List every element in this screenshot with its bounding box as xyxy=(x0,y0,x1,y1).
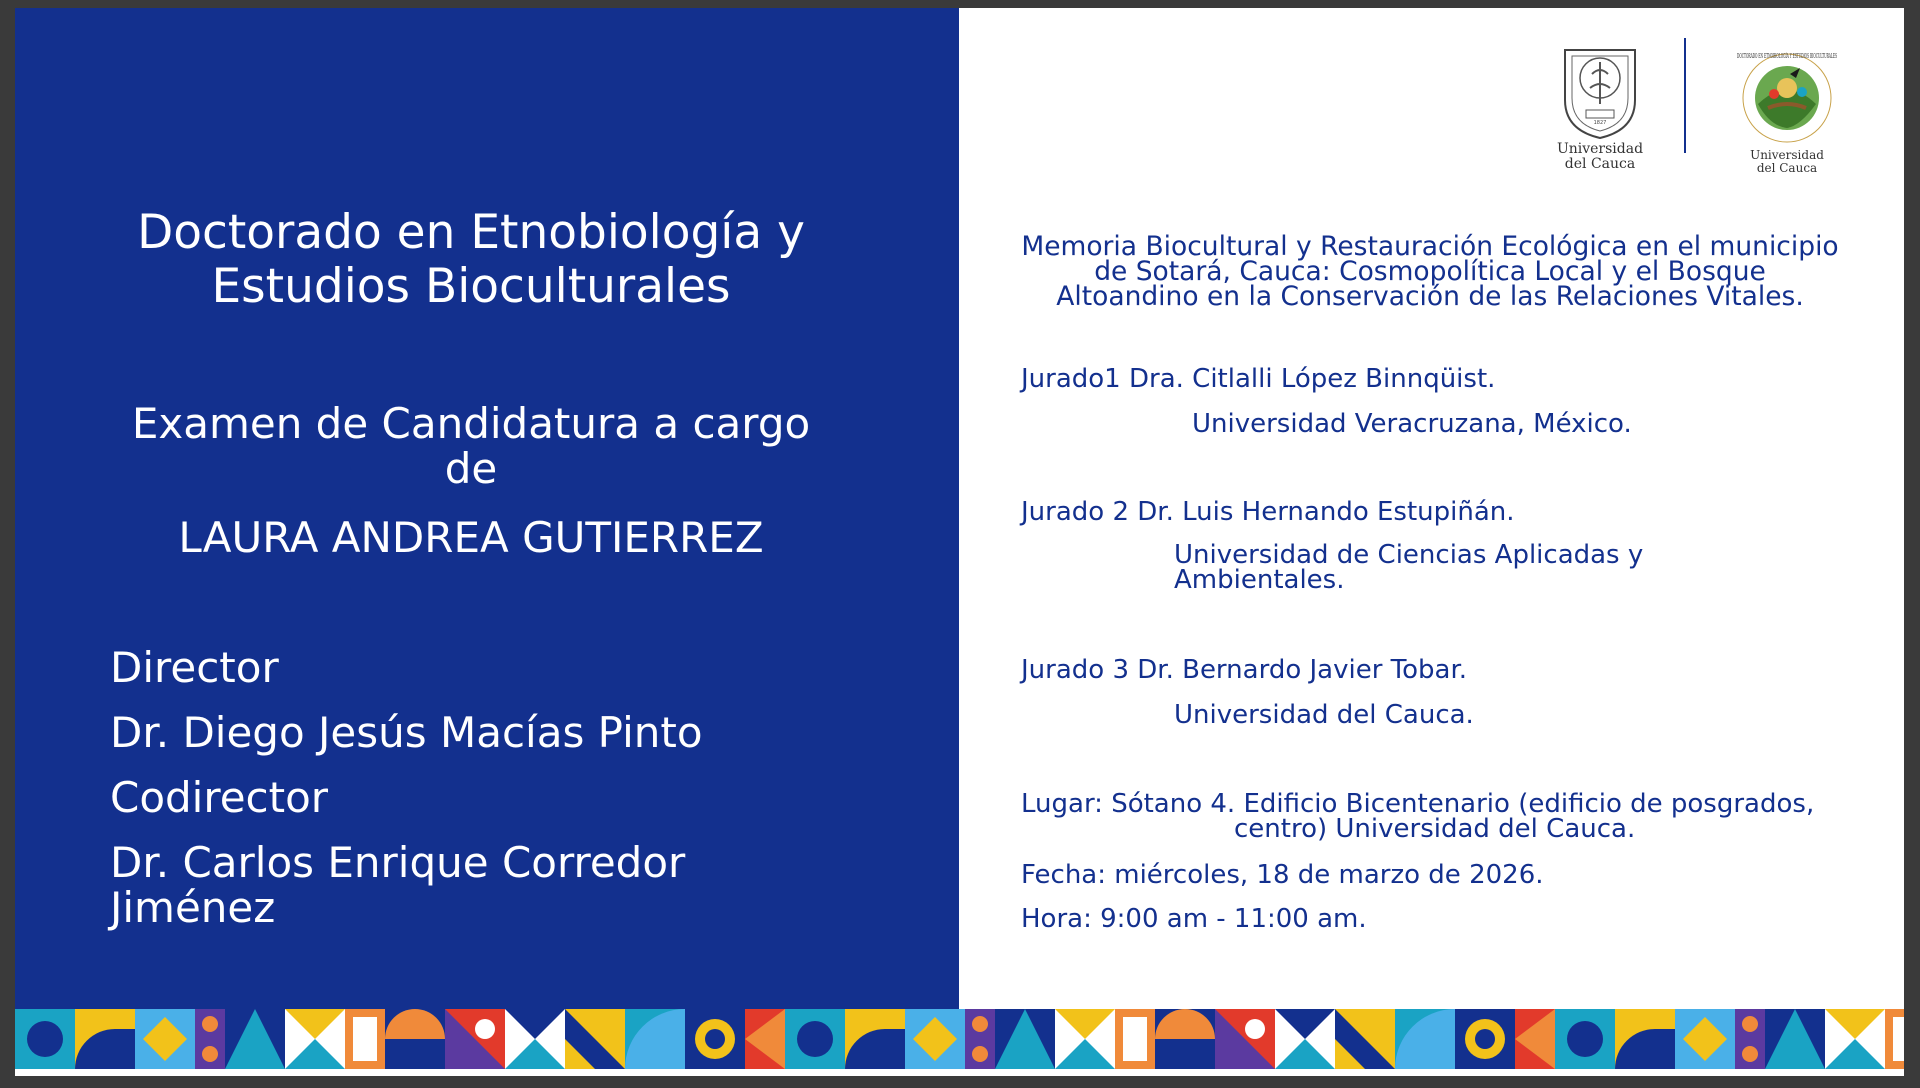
place xyxy=(1021,789,1815,844)
doctorate-logo xyxy=(1730,46,1845,186)
jury-1-name: Jurado1 Dra. Citlalli López Binnqüist. xyxy=(1021,364,1496,394)
candidate-name: LAURA ANDREA GUTIERREZ xyxy=(178,513,764,562)
jury-2-name: Jurado 2 Dr. Luis Hernando Estupiñán. xyxy=(1021,497,1515,527)
time: Hora: 9:00 am - 11:00 am. xyxy=(1021,904,1367,934)
unicauca-seal-icon xyxy=(1550,40,1650,140)
codirector-name-line-1: Dr. Carlos Enrique Corredor xyxy=(110,838,686,887)
geometric-pattern-border xyxy=(15,1009,1904,1069)
program-title xyxy=(75,206,867,314)
jury-2-affiliation-line-2: Ambientales. xyxy=(1174,565,1345,595)
unicauca-caption-line-2: del Cauca xyxy=(1564,156,1636,172)
slide xyxy=(15,8,1904,1076)
thesis-title-line-3: Altoandino en la Conservación de las Relaciones Vitales. xyxy=(1056,281,1804,312)
codirector-name-line-2: Jiménez xyxy=(110,883,276,932)
program-title-line-2: Estudios Bioculturales xyxy=(211,259,731,314)
exam-label xyxy=(75,401,867,491)
exam-label-line-2: de xyxy=(444,444,498,493)
pattern-tile xyxy=(15,1009,785,1069)
jury-2-affiliation xyxy=(1174,540,1644,595)
doctorate-ring-text: DOCTORADO EN ETNOBIOLOGÍA Y ESTUDIOS BIOCULTURALES xyxy=(1737,53,1837,60)
program-title-line-1: Doctorado en Etnobiología y xyxy=(137,205,805,260)
doctorate-caption-line-1: Universidad xyxy=(1750,148,1824,162)
director-label: Director xyxy=(110,643,279,692)
director-name: Dr. Diego Jesús Macías Pinto xyxy=(110,708,703,757)
jury-1-affiliation: Universidad Veracruzana, México. xyxy=(1192,409,1632,439)
unicauca-logo xyxy=(1550,40,1650,180)
thesis-title-line-1: Memoria Biocultural y Restauración Ecológica en el municipio xyxy=(1021,231,1839,262)
unicauca-seal-year: 1827 xyxy=(1593,120,1607,126)
thesis-title-line-2: de Sotará, Cauca: Cosmopolítica Local y el Bosque xyxy=(1094,256,1766,287)
doctorate-emblem-icon xyxy=(1730,46,1845,151)
place-line-1: Lugar: Sótano 4. Edificio Bicentenario (edificio de posgrados, xyxy=(1021,789,1815,819)
left-panel xyxy=(15,8,959,1010)
logo-divider xyxy=(1684,38,1686,153)
exam-label-line-1: Examen de Candidatura a cargo xyxy=(131,399,811,448)
unicauca-caption-line-1: Universidad xyxy=(1556,141,1644,157)
jury-3-name: Jurado 3 Dr. Bernardo Javier Tobar. xyxy=(1021,655,1468,685)
jury-2-affiliation-line-1: Universidad de Ciencias Aplicadas y xyxy=(1174,540,1644,570)
place-line-2: centro) Universidad del Cauca. xyxy=(1234,814,1636,844)
codirector-label: Codirector xyxy=(110,773,329,822)
doctorate-caption-line-2: del Cauca xyxy=(1756,161,1818,175)
date: Fecha: miércoles, 18 de marzo de 2026. xyxy=(1021,860,1544,890)
thesis-title xyxy=(1015,231,1845,312)
jury-3-affiliation: Universidad del Cauca. xyxy=(1174,700,1474,730)
